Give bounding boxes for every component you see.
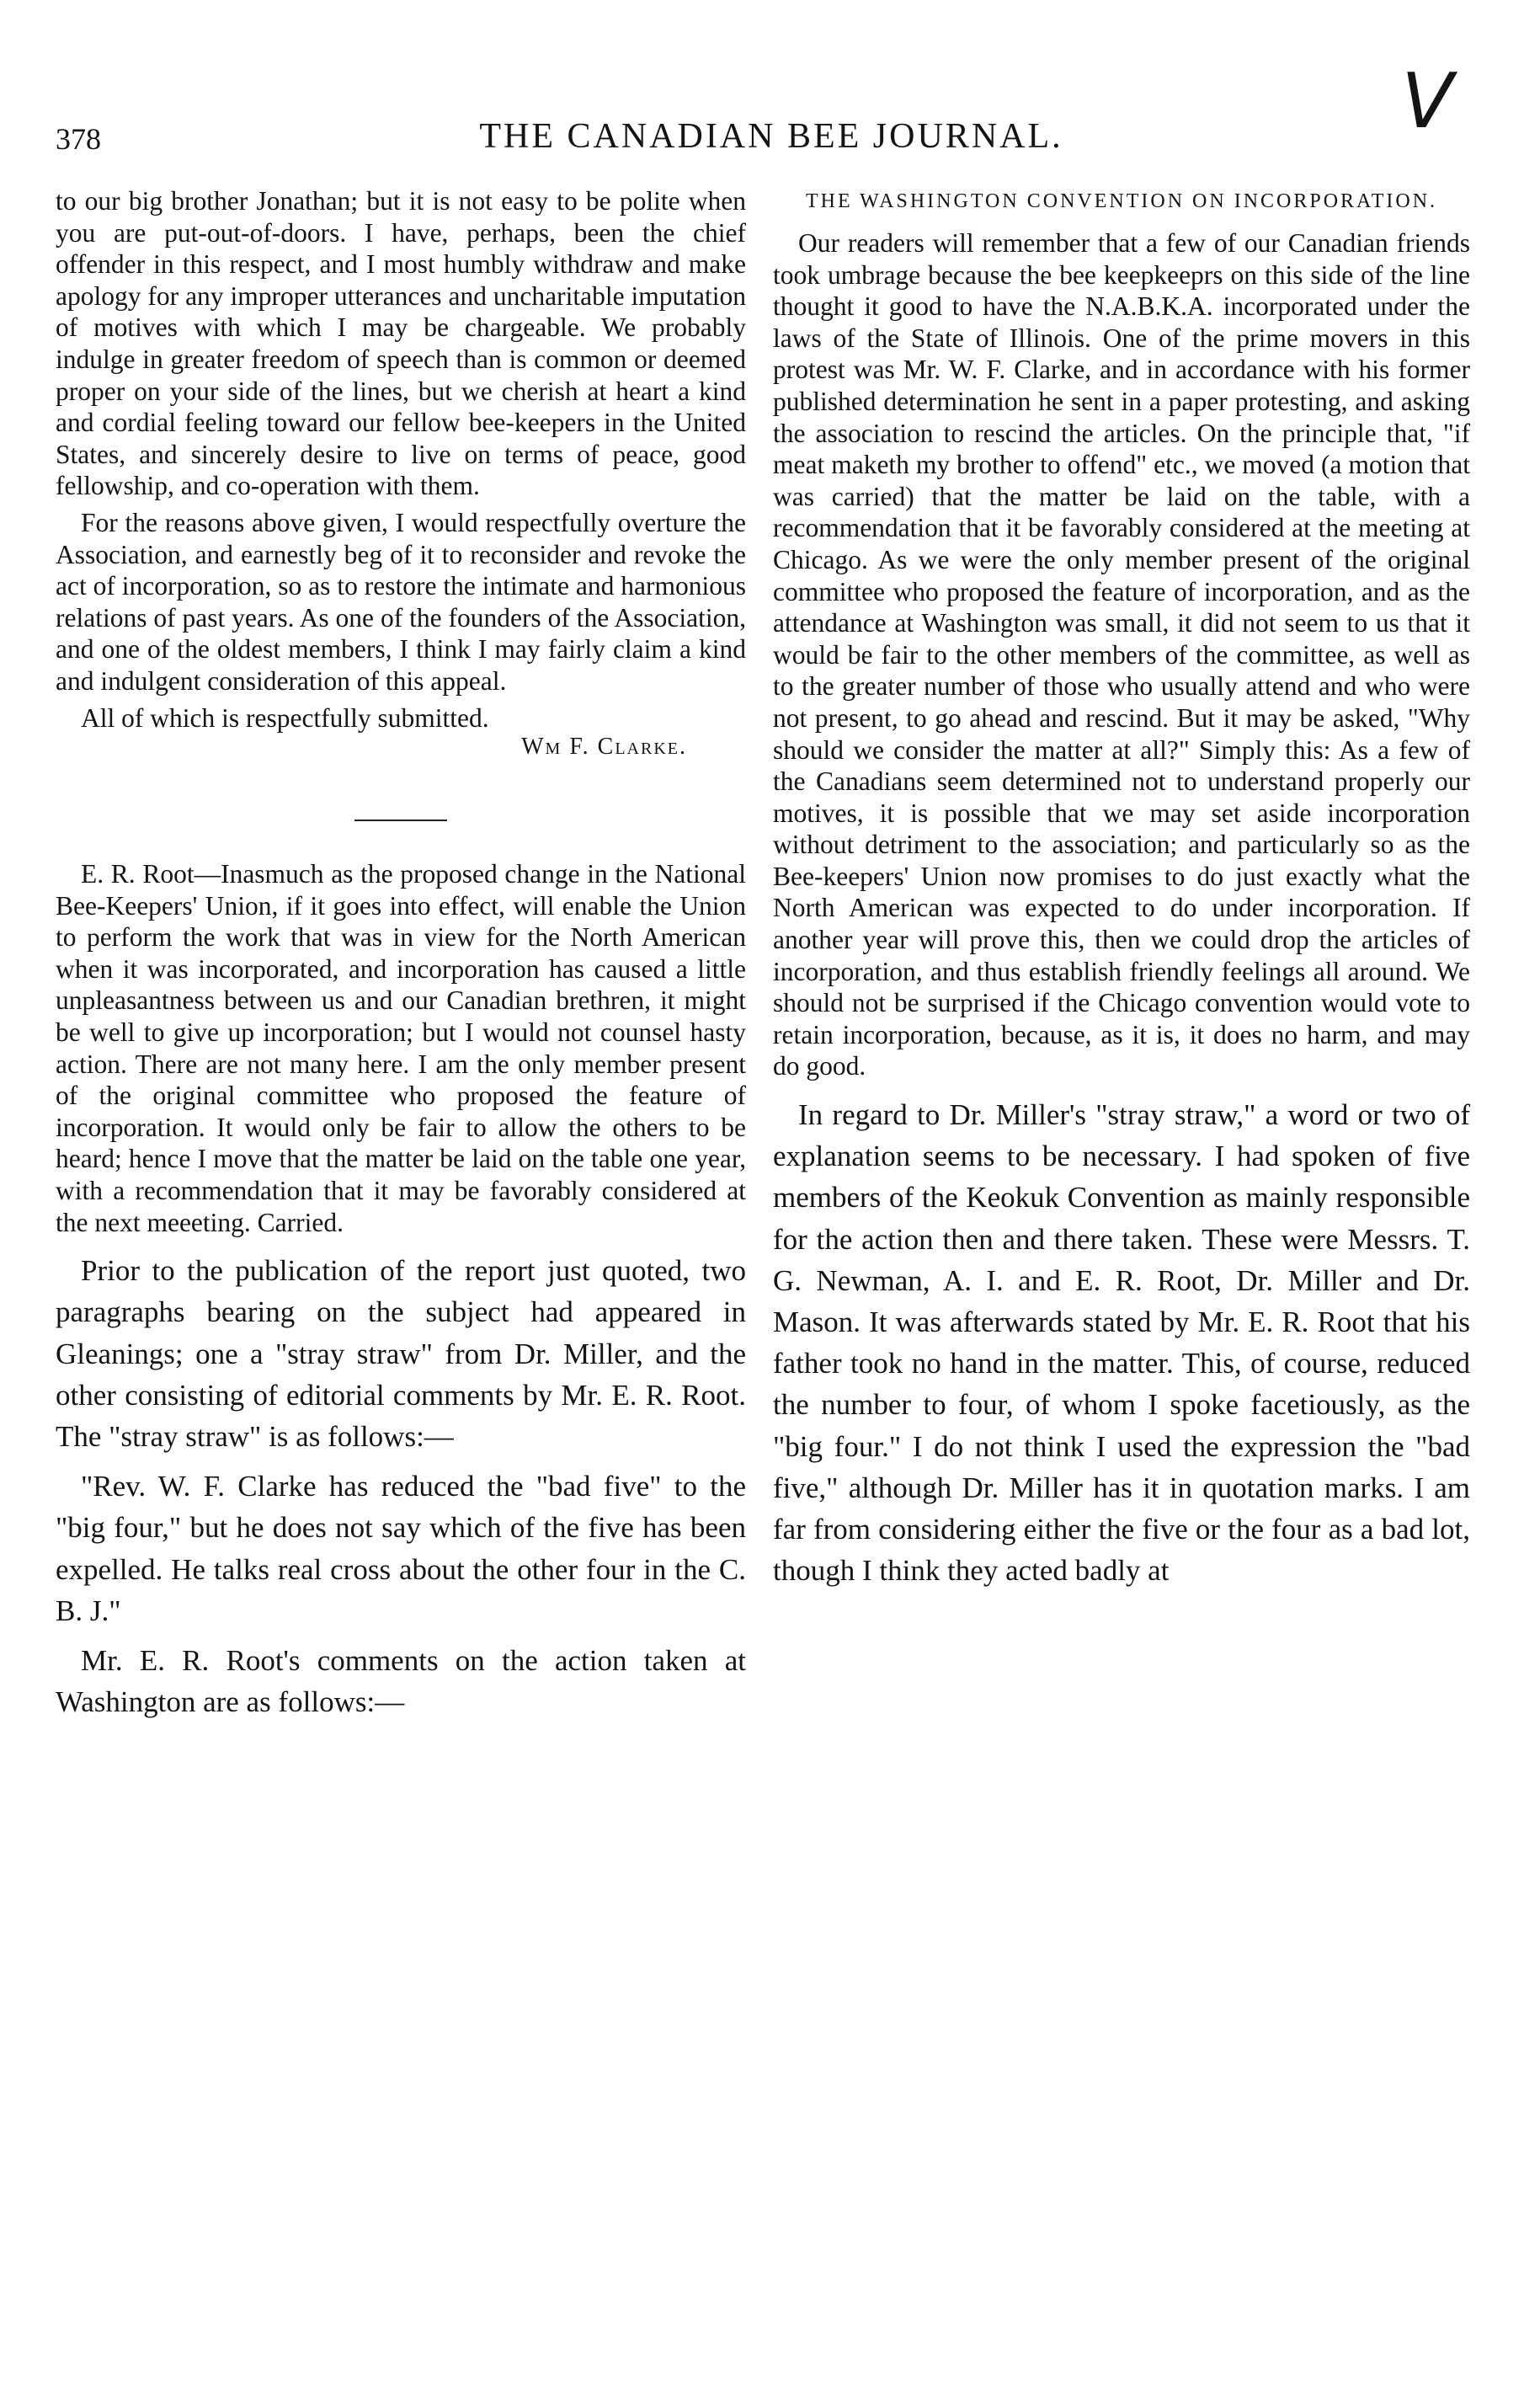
paragraph-root-motion: E. R. Root—Inasmuch as the proposed change in the National Bee-Keepers' Union, if it goes into effect, will enable the Union to perform the work that was in view for the North American when it was incorporated, and incorporation has caused a little unpleasantness between us and our Canadian brethren, it might be well to give up incorporation; but I would not counsel hasty action. There are not many here. I am the only member present of the original committee who proposed the feature of incorporation. It would only be fair to allow the others to be heard; hence I move that the matter be laid on the table one year, with a recommendation that it may be favorably considered at the next meeeting. Carried. (56, 859, 746, 1237)
section-divider (354, 820, 447, 821)
page-number: 378 (56, 122, 101, 156)
quote-stray-straw: "Rev. W. F. Clarke has reduced the "bad five" to the "big four," but he does not say which of the five has been expelled. He talks real cross about the other four in the C. B. J." (56, 1470, 746, 1627)
paragraph-submitted: All of which is respectfully submitted. (81, 702, 489, 733)
paragraph-clarke-apology: to our big brother Jonathan; but it is not easy to be polite when you are put-out-of-doors. I have, perhaps, been the chief offender in this respect, and I most humbly withdraw and make apology for any improper utterances and uncharitable imputation of motives with which I may be chargeable. We probably indulge in greater freedom of speech than is common or deemed proper on your side of the lines, but we cherish at heart a kind and cordial feeling toward our fellow bee-keepers in the United States, and sincerely desire to live on terms of peace, good fellowship, and co-operation with them. (56, 186, 746, 501)
page-header (56, 57, 1487, 175)
paragraph-incorporation-editorial: Our readers will remember that a few of our Canadian friends took umbrage because the bee keepkeeprs on this side of the line thought it good to have the N.A.B.K.A. incorporated under the laws of the State of Illinois. One of the prime movers in this protest was Mr. W. F. Clarke, and in accordance with his former published determination he sent in a paper protesting, and asking the association to rescind the articles. On the principle that, "if meat maketh my brother to offend" etc., we moved (a motion that was carried) that the matter be laid on the table, with a recommendation that it be favorably considered at the meeting at Chicago. As we were the only member present of the original committee who proposed the feature of incorporation, and as the attendance at Washington was small, it did not seem to us that it would be fair to the other members of the committee, as well as to the greater number of those who usually attend and who were not present, to go ahead and rescind. But it may be asked, "Why should we consider the matter at all?" Simply this: As a few of the Canadians seem determined not to understand properly our motives, it is possible that we may set aside incorporation without detriment to the association; and particularly so as the Bee-keepers' Union now promises to do just exactly what the North American was expected to do under incorporation. If another year will prove this, then we could drop the articles of incorporation, and thus establish friendly feelings all around. We should not be surprised if the Chicago convention would vote to retain incorporation, because, as it is, it does no harm, and may do good. (773, 228, 1470, 1081)
article-heading: THE WASHINGTON CONVENTION ON INCORPORATION. (805, 190, 1438, 212)
paragraph-root-comments-intro: Mr. E. R. Root's comments on the action taken at Washington are as follows:— (56, 1644, 746, 1719)
journal-title: THE CANADIAN BEE JOURNAL. (479, 117, 1063, 156)
handwritten-check-mark: V (1401, 57, 1453, 146)
right-column (773, 185, 1470, 1591)
signature-clarke: Wm F. Clarke. (521, 734, 687, 761)
paragraph-prior-publication: Prior to the publication of the report just quoted, two paragraphs bearing on the subject had appeared in Gleanings; one a "stray straw" from Dr. Miller, and the other consisting of editorial comments by Mr. E. R. Root. The "stray straw" is as follows:— (56, 1254, 746, 1454)
paragraph-stray-straw-reply: In regard to Dr. Miller's "stray straw," a word or two of explanation seems to be necessary. I had spoken of five members of the Keokuk Convention as mainly responsible for the action then and there taken. These were Messrs. T. G. Newman, A. I. and E. R. Root, Dr. Miller and Dr. Mason. It was afterwards stated by Mr. E. R. Root that his father took no hand in the matter. This, of course, reduced the number to four, of whom I spoke facetiously, as the "big four." I do not think I used the expression the "bad five," although Dr. Miller has it in quotation marks. I am far from considering either the five or the four as a bad lot, though I think they acted badly at (773, 1098, 1470, 1588)
paragraph-clarke-overture: For the reasons above given, I would respectfully overture the Association, and earnestly beg of it to reconsider and revoke the act of incorporation, so as to restore the intimate and harmonious relations of past years. As one of the founders of the Association, and one of the oldest members, I think I may fairly claim a kind and indulgent consideration of this appeal. (56, 507, 746, 696)
left-column (56, 185, 746, 1722)
